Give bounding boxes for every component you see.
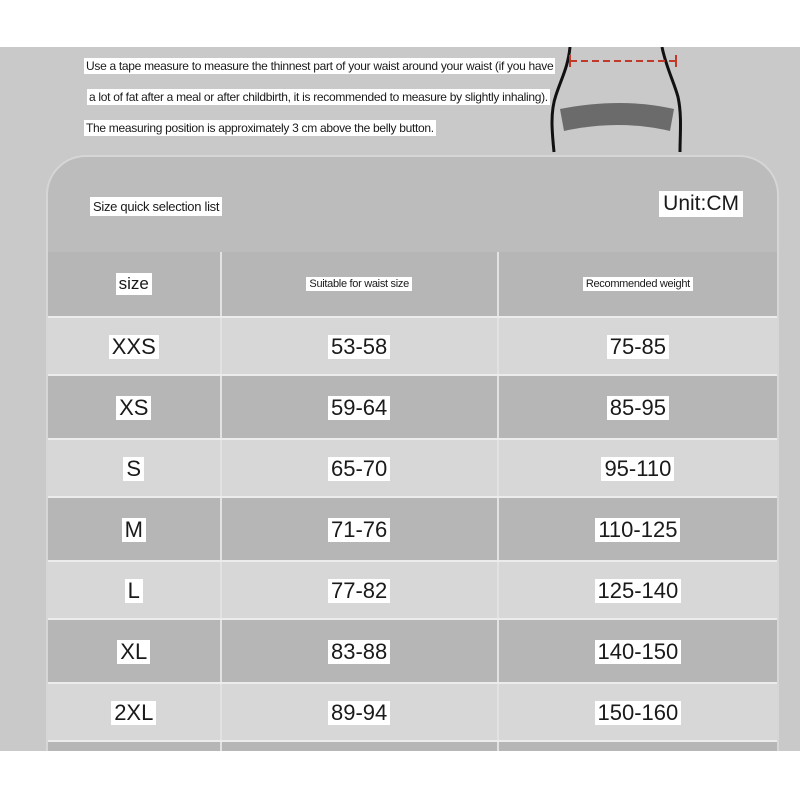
size-selection-card [46,155,779,751]
waist-cell: 71-76 [222,498,499,562]
instruction-line-1: Use a tape measure to measure the thinnest part of your waist around your waist (if you have [86,59,554,73]
size-cell: M [48,498,222,562]
size-cell: XL [48,620,222,684]
table-row [48,618,777,684]
table-row [48,682,777,742]
table-row [48,316,777,376]
weight-cell: 75-85 [499,318,777,376]
waist-cell [222,742,499,751]
size-chart-panel [0,47,800,751]
header-cell-size: size [48,252,222,316]
waist-measurement-figure-icon [540,47,700,157]
weight-cell: 125-140 [499,562,777,620]
size-cell: XS [48,376,222,440]
size-cell: S [48,440,222,498]
card-title: Size quick selection list [90,197,222,216]
size-cell: 2XL [48,684,222,742]
header-cell-waist: Suitable for waist size [222,252,499,316]
card-header [48,157,777,252]
table-row-partial [48,740,777,751]
size-cell: L [48,562,222,620]
weight-cell: 95-110 [499,440,777,498]
waist-cell: 65-70 [222,440,499,498]
weight-cell: 85-95 [499,376,777,440]
waist-cell: 83-88 [222,620,499,684]
waist-cell: 53-58 [222,318,499,376]
table-header-row [48,252,777,316]
instruction-line-3: The measuring position is approximately 3 cm above the belly button. [86,121,434,135]
weight-cell [499,742,777,751]
waist-cell: 89-94 [222,684,499,742]
instruction-line-2: a lot of fat after a meal or after childbirth, it is recommended to measure by slightly inhaling). [89,90,548,104]
waist-cell: 77-82 [222,562,499,620]
table-row [48,496,777,562]
table-row [48,560,777,620]
header-cell-weight: Recommended weight [499,252,777,316]
weight-cell: 150-160 [499,684,777,742]
size-cell: XXS [48,318,222,376]
weight-cell: 140-150 [499,620,777,684]
waist-cell: 59-64 [222,376,499,440]
weight-cell: 110-125 [499,498,777,562]
unit-label: Unit:CM [659,191,743,217]
table-row [48,438,777,498]
table-row [48,374,777,440]
size-cell [48,742,222,751]
